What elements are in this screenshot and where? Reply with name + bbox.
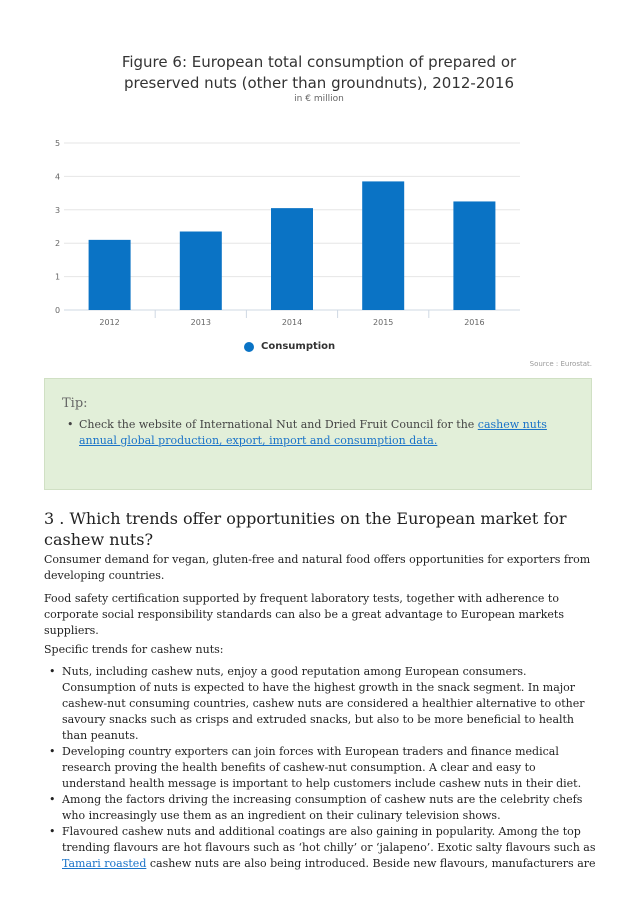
bar: [180, 232, 222, 310]
list-item-text: Nuts, including cashew nuts, enjoy a good reputation among European consumers. Consumption of nuts is expected to have the highest growth in the snack segment. In major cashew-nut consuming countries, cashew nuts are considered a healthier alternative to other savoury snacks such as crisps and extruded snacks, but also to be more beneficial to health than peanuts.: [62, 665, 585, 742]
tip-link[interactable]: cashew nuts annual global production, export, import and consumption data.: [79, 418, 547, 447]
list-item-text: Flavoured cashew nuts and additional coatings are also gaining in popularity. Among the top trending flavours are hot flavours such as ‘hot chilly’ or ‘jalapeno’. Exotic salty flavours such as: [62, 825, 596, 854]
bullet-icon: •: [49, 745, 56, 758]
paragraph-specific-trends: Specific trends for cashew nuts:: [44, 643, 224, 656]
chart-subtitle: in € million: [294, 94, 344, 104]
x-tick-label: 2014: [281, 318, 303, 327]
list-item: [44, 664, 596, 744]
bar: [271, 208, 313, 310]
bar: [362, 181, 404, 310]
legend-marker-icon: [244, 342, 254, 352]
tip-title: Tip:: [62, 396, 88, 411]
y-tick-label: 0: [55, 306, 61, 315]
legend-label: Consumption: [261, 341, 336, 352]
paragraph-consumer-demand: Consumer demand for vegan, gluten-free and natural food offers opportunities for exporters from developing countries.: [44, 553, 591, 582]
section-heading: 3 . Which trends offer opportunities on the European market for cashew nuts?: [44, 509, 567, 549]
y-tick-label: 5: [55, 139, 61, 148]
list-item: [44, 792, 596, 824]
chart-title-line1: Figure 6: European total consumption of prepared or: [121, 53, 517, 71]
chart-title: [44, 52, 594, 94]
x-tick-label: 2015: [373, 318, 394, 327]
bullet-icon: •: [49, 825, 56, 838]
chart-legend[interactable]: [244, 341, 335, 352]
tip-text-lead: Check the website of International Nut and Dried Fruit Council for the: [79, 418, 478, 431]
x-tick-label: 2012: [99, 318, 120, 327]
chart-source: Source : Eurostat.: [529, 360, 592, 368]
bullet-icon: •: [49, 665, 56, 678]
y-tick-label: 3: [55, 205, 61, 215]
list-item-text: Among the factors driving the increasing consumption of cashew nuts are the celebrity chefs who increasingly use them as an ingredient on their culinary television shows.: [62, 793, 583, 822]
x-tick-label: 2016: [464, 318, 485, 327]
tip-item: [63, 417, 583, 449]
tip-text: [79, 417, 583, 449]
x-tick-label: 2013: [190, 318, 211, 327]
bar: [89, 240, 131, 310]
trend-list: [44, 664, 596, 872]
y-tick-label: 1: [55, 272, 61, 282]
y-tick-label: 4: [55, 172, 61, 182]
list-item-text-tail: cashew nuts are also being introduced. Beside new flavours, manufacturers are: [146, 857, 596, 870]
y-tick-label: 2: [55, 239, 61, 249]
list-item-text: Developing country exporters can join forces with European traders and finance medical research proving the health benefits of cashew-nut consumption. A clear and easy to understand health message is important to help customers include cashew nuts in their diet.: [62, 745, 582, 790]
consumption-chart: [44, 40, 594, 375]
tamari-roasted-link[interactable]: Tamari roasted: [62, 857, 147, 870]
list-item: [44, 824, 596, 872]
paragraph-food-safety: Food safety certification supported by frequent laboratory tests, together with adherence to corporate social responsibility standards can also be a great advantage to European markets suppliers.: [44, 592, 564, 637]
bullet-icon: •: [49, 793, 56, 806]
bar: [453, 201, 495, 310]
chart-title-line2: preserved nuts (other than groundnuts), 2012-2016: [123, 74, 515, 92]
tip-box: [44, 378, 592, 490]
list-item: [44, 744, 596, 792]
bullet-icon: •: [67, 418, 74, 431]
